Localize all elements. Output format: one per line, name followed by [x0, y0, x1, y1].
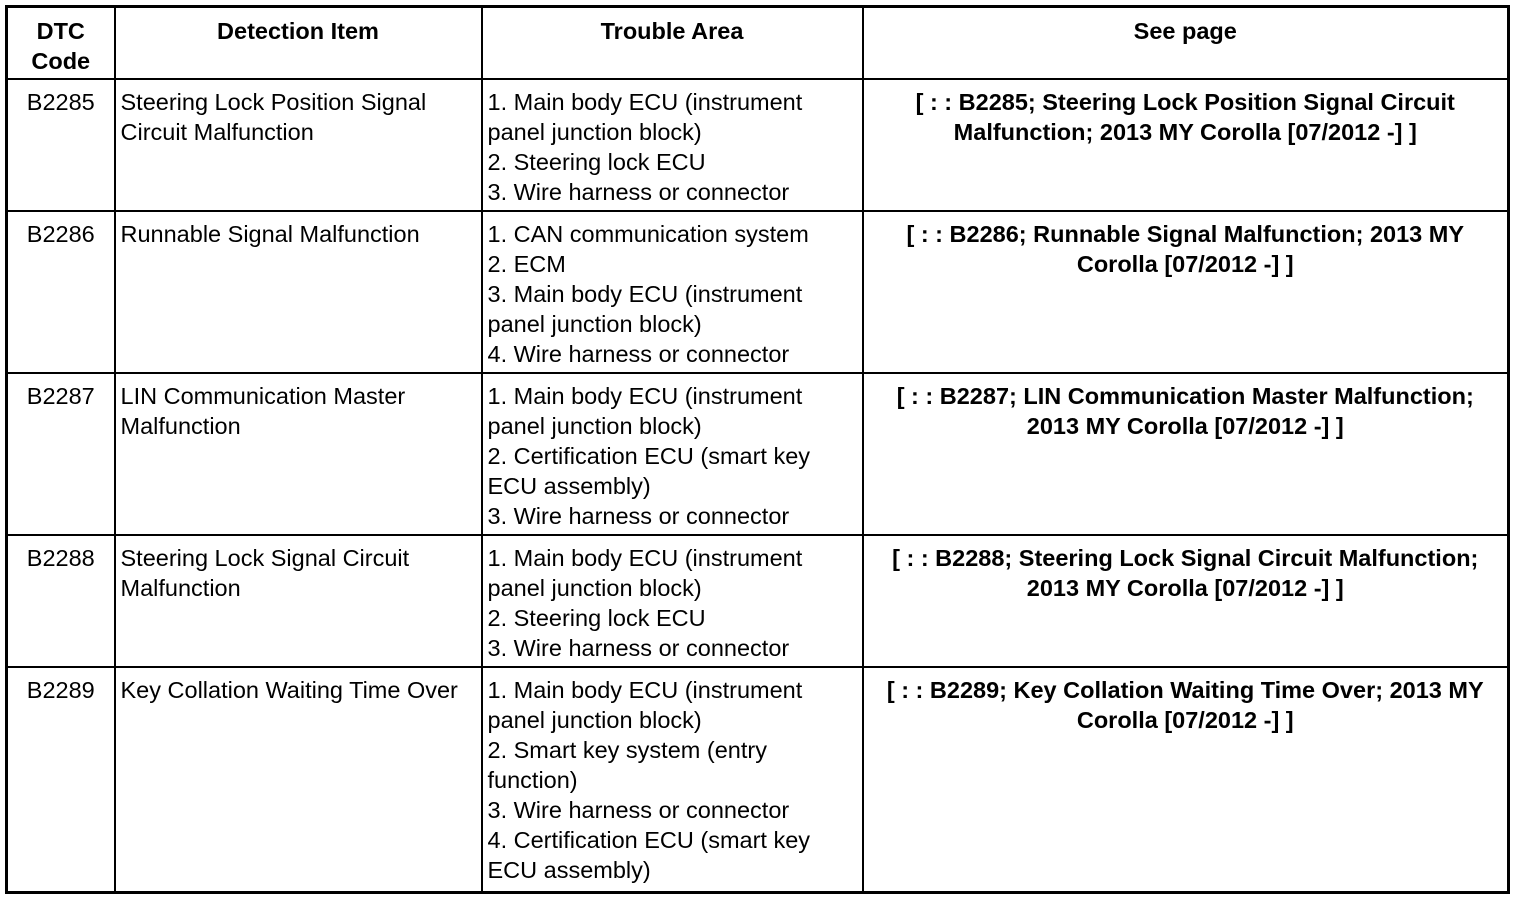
detection-item-cell: LIN Communication Master Malfunction [115, 373, 482, 535]
header-dtc-code [7, 7, 115, 79]
see-page-link[interactable]: [ : : B2287; LIN Communication Master Malfunction; 2013 MY Corolla [07/2012 -] ] [863, 373, 1509, 535]
see-page-link[interactable]: [ : : B2288; Steering Lock Signal Circuit Malfunction; 2013 MY Corolla [07/2012 -] ] [863, 535, 1509, 667]
dtc-code-cell: B2287 [7, 373, 115, 535]
trouble-area-line: 2. Steering lock ECU [487, 604, 706, 631]
trouble-area-line: 1. CAN communication system [487, 220, 809, 247]
dtc-code-cell: B2289 [7, 667, 115, 893]
table-row [7, 211, 1509, 373]
trouble-area-cell [482, 667, 863, 893]
trouble-area-line: 4. Wire harness or connector [487, 340, 790, 367]
detection-item-cell: Steering Lock Signal Circuit Malfunction [115, 535, 482, 667]
header-trouble-area: Trouble Area [482, 7, 863, 79]
see-page-link[interactable]: [ : : B2286; Runnable Signal Malfunction; 2013 MY Corolla [07/2012 -] ] [863, 211, 1509, 373]
trouble-area-line: 1. Main body ECU (instrument panel junction block) [487, 88, 803, 145]
trouble-area-line: 3. Wire harness or connector [487, 634, 790, 661]
dtc-code-cell: B2286 [7, 211, 115, 373]
trouble-area-line: 4. Certification ECU (smart key ECU assembly) [487, 826, 811, 883]
header-row [7, 7, 1509, 79]
header-dtc-code-line2: Code [31, 48, 91, 74]
table-row [7, 373, 1509, 535]
trouble-area-line: 2. Steering lock ECU [487, 148, 706, 175]
detection-item-cell: Runnable Signal Malfunction [115, 211, 482, 373]
trouble-area-cell [482, 373, 863, 535]
header-see-page: See page [863, 7, 1509, 79]
trouble-area-line: 3. Main body ECU (instrument panel junction block) [487, 280, 803, 337]
table-row [7, 535, 1509, 667]
header-detection-item: Detection Item [115, 7, 482, 79]
see-page-link[interactable]: [ : : B2285; Steering Lock Position Signal Circuit Malfunction; 2013 MY Corolla [07/2012 -] ] [863, 79, 1509, 211]
trouble-area-cell [482, 79, 863, 211]
dtc-table [5, 5, 1510, 894]
trouble-area-line: 3. Wire harness or connector [487, 502, 790, 529]
trouble-area-line: 1. Main body ECU (instrument panel junction block) [487, 544, 803, 601]
trouble-area-cell [482, 535, 863, 667]
table-row [7, 79, 1509, 211]
dtc-code-cell: B2288 [7, 535, 115, 667]
trouble-area-line: 1. Main body ECU (instrument panel junction block) [487, 676, 803, 733]
trouble-area-line: 2. ECM [487, 250, 566, 277]
see-page-link[interactable]: [ : : B2289; Key Collation Waiting Time Over; 2013 MY Corolla [07/2012 -] ] [863, 667, 1509, 893]
trouble-area-line: 3. Wire harness or connector [487, 178, 790, 205]
dtc-code-cell: B2285 [7, 79, 115, 211]
trouble-area-line: 2. Certification ECU (smart key ECU assembly) [487, 442, 811, 499]
detection-item-cell: Key Collation Waiting Time Over [115, 667, 482, 893]
trouble-area-line: 2. Smart key system (entry function) [487, 736, 767, 793]
header-dtc-code-line1: DTC [36, 18, 85, 44]
trouble-area-cell [482, 211, 863, 373]
trouble-area-line: 1. Main body ECU (instrument panel junction block) [487, 382, 803, 439]
detection-item-cell: Steering Lock Position Signal Circuit Malfunction [115, 79, 482, 211]
trouble-area-line: 3. Wire harness or connector [487, 796, 790, 823]
table-row [7, 667, 1509, 893]
